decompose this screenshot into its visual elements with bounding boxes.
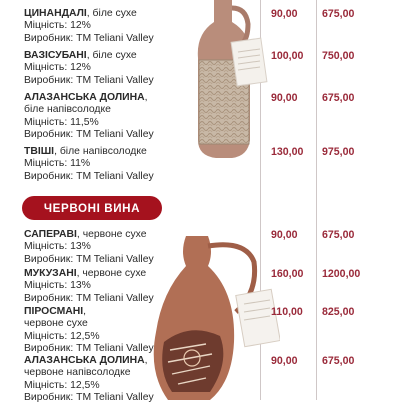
price-bottle: 825,00 <box>322 306 355 318</box>
wine-name: ЦИНАНДАЛІ <box>24 8 87 19</box>
wine-strength: Міцність: 11% <box>24 158 91 170</box>
wine-item-saperavi <box>24 229 154 266</box>
wine-item-alazani-red <box>24 355 154 405</box>
wine-item-vazisubani <box>24 50 154 87</box>
wine-strength: Міцність: 12,5% <box>24 379 100 391</box>
wine-producer: Виробник: TM Teliani Valley <box>24 74 154 86</box>
wine-strength: Міцність: 13% <box>24 280 91 292</box>
price-bottle: 675,00 <box>322 92 355 104</box>
wine-item-mukuzani <box>24 268 154 305</box>
wine-name: АЛАЗАНСЬКА ДОЛИНА <box>24 92 145 103</box>
wine-name: МУКУЗАНІ <box>24 268 77 279</box>
price-glass: 130,00 <box>271 146 304 158</box>
wine-name: ТВІШІ <box>24 146 55 157</box>
wine-type: , <box>83 306 87 317</box>
wine-item-pirosmani <box>24 306 154 356</box>
wine-item-tsinandali <box>24 8 154 45</box>
price-glass: 110,00 <box>271 306 303 318</box>
wicker-bottle-image <box>176 0 276 160</box>
wine-producer: Виробник: TM Teliani Valley <box>24 32 154 44</box>
wine-strength: Міцність: 11,5% <box>24 116 99 128</box>
price-glass: 160,00 <box>271 268 304 280</box>
wine-type-line: біле напівсолодке <box>24 104 111 116</box>
wine-item-alazani-white <box>24 92 154 142</box>
price-bottle: 750,00 <box>322 50 355 62</box>
wine-name: АЛАЗАНСЬКА ДОЛИНА <box>24 355 145 366</box>
price-bottle: 1200,00 <box>322 268 361 280</box>
wine-name: ПІРОСМАНІ <box>24 306 84 317</box>
painted-jug-image <box>150 232 280 400</box>
price-glass: 90,00 <box>271 355 298 367</box>
price-bottle: 675,00 <box>322 8 355 20</box>
wine-type: , біле сухе <box>86 50 137 61</box>
wine-strength: Міцність: 12% <box>24 62 91 74</box>
wine-type-line: червоне сухе <box>24 318 88 330</box>
wine-name: ВАЗІСУБАНІ <box>24 50 87 61</box>
wine-type: , червоне сухе <box>76 229 147 240</box>
price-glass: 90,00 <box>271 92 298 104</box>
price-bottle: 675,00 <box>322 229 355 241</box>
price-glass: 100,00 <box>271 50 304 62</box>
wine-producer: Виробник: TM Teliani Valley <box>24 292 154 304</box>
wine-item-tvishi <box>24 146 154 183</box>
wine-type: , біле напівсолодке <box>54 146 147 157</box>
wine-type: , <box>144 92 148 103</box>
wine-producer: Виробник: TM Teliani Valley <box>24 253 154 265</box>
wine-producer: Виробник: TM Teliani Valley <box>24 392 154 404</box>
wine-type: , біле сухе <box>86 8 137 19</box>
wine-type: , <box>144 355 148 366</box>
wine-strength: Міцність: 12,5% <box>24 330 100 342</box>
wine-name: САПЕРАВІ <box>24 229 77 240</box>
wine-strength: Міцність: 12% <box>24 20 91 32</box>
price-bottle: 675,00 <box>322 355 355 367</box>
column-divider-2 <box>316 0 317 400</box>
price-bottle: 975,00 <box>322 146 355 158</box>
wine-producer: Виробник: TM Teliani Valley <box>24 129 154 141</box>
wine-producer: Виробник: TM Teliani Valley <box>24 170 154 182</box>
price-glass: 90,00 <box>271 229 298 241</box>
wine-type-line: червоне напівсолодке <box>24 367 131 379</box>
wine-type: , червоне сухе <box>76 268 147 279</box>
price-glass: 90,00 <box>271 8 298 20</box>
wine-producer: Виробник: TM Teliani Valley <box>24 343 154 355</box>
wine-strength: Міцність: 13% <box>24 241 91 253</box>
section-title-red-wines: ЧЕРВОНІ ВИНА <box>22 196 162 220</box>
